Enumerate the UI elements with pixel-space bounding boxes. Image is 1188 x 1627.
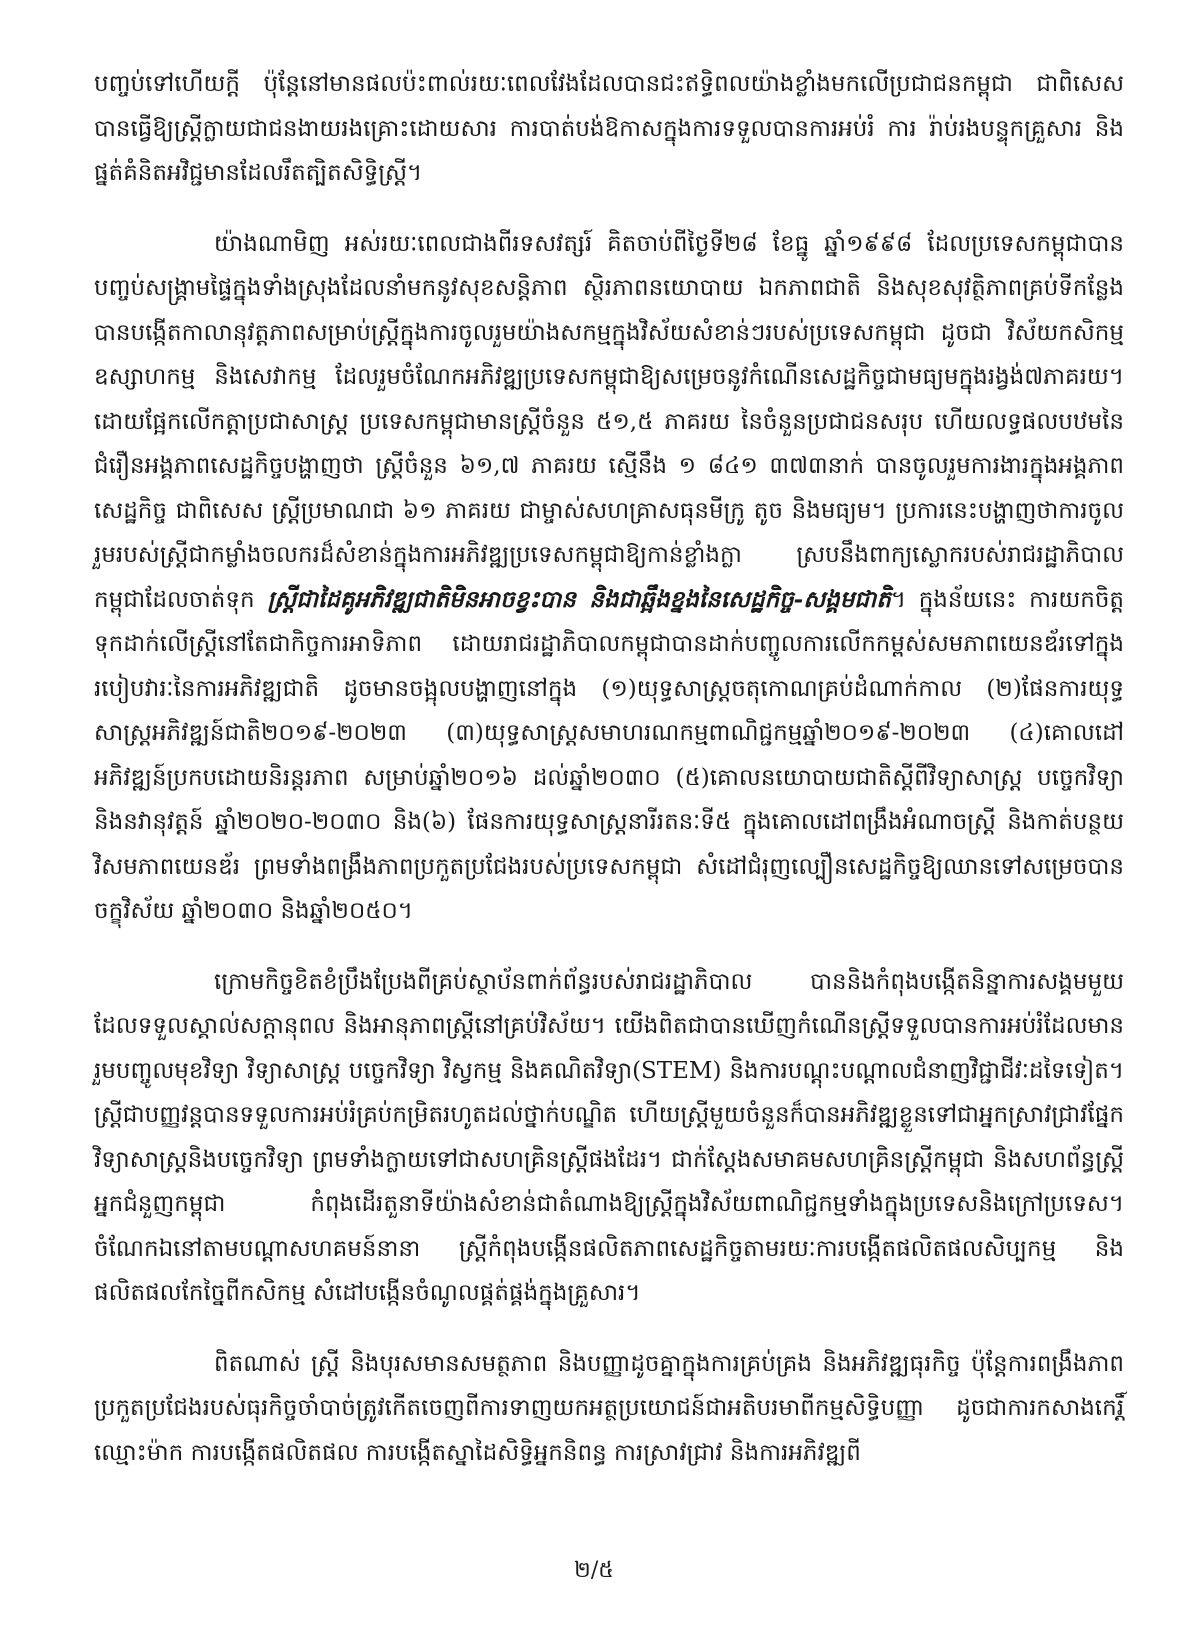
document-body	[94, 62, 1124, 1501]
paragraph-3: ក្រោមកិច្ចខិតខំប្រឹងប្រែងពីគ្រប់ស្ថាប័នពាក់ព័ន្ធរបស់រាជរដ្ឋាភិបាល បាននិងកំពុងបង្កើតនិន្នាការសង្គមមួយ ដែលទទួលស្គាល់សក្ដានុពល និងអានុភាពស្ត្រីនៅគ្រប់វិស័យ។ យើងពិតជាបានឃើញកំណើនស្ត្រីទទួលបានការអប់រំដែលមានរួមបញ្ចូលមុខវិទ្យា វិទ្យាសាស្ត្រ បច្ចេកវិទ្យា វិស្វកម្ម និងគណិតវិទ្យា(STEM) និងការបណ្ដុះបណ្ដាលជំនាញវិជ្ជាជីវៈដទៃទៀត។ ស្ត្រីជាបញ្ញវន្តបានទទួលការអប់រំគ្រប់កម្រិតរហូតដល់ថ្នាក់បណ្ឌិត ហើយស្ត្រីមួយចំនួនក៏បានអភិវឌ្ឍខ្លួនទៅជាអ្នកស្រាវជ្រាវផ្នែកវិទ្យាសាស្ត្រនិងបច្ចេកវិទ្យា ព្រមទាំងក្លាយទៅជាសហគ្រិនស្ត្រីផងដែរ។ ជាក់ស្ដែងសមាគមសហគ្រិនស្ត្រីកម្ពុជា និងសហព័ន្ធស្ត្រីអ្នកជំនួញកម្ពុជា កំពុងដើរតួនាទីយ៉ាងសំខាន់ជាតំណាងឱ្យស្ត្រីក្នុងវិស័យពាណិជ្ជកម្មទាំងក្នុងប្រទេសនិងក្រៅប្រទេស។ ចំណែកឯនៅតាមបណ្ដាសហគមន៍នានា ស្ត្រីកំពុងបង្កើនផលិតភាពសេដ្ឋកិច្ចតាមរយៈការបង្កើតផលិតផលសិប្បកម្ម និងផលិតផលកែច្នៃពីកសិកម្ម សំដៅបង្កើនចំណូលផ្គត់ផ្គង់ក្នុងគ្រួសារ។	[94, 968, 1124, 1306]
page-number: ២/៥	[574, 1558, 614, 1583]
paragraph-2-text-start: យ៉ាងណាមិញ អស់រយៈពេលជាងពីរទសវត្សរ៍ គិតចាប់ពីថ្ងៃទី២៨ ខែធ្នូ ឆ្នាំ១៩៩៨ ដែលប្រទេសកម្ពុជាបានបញ្ចប់សង្គ្រាមផ្ទៃក្នុងទាំងស្រុងដែលនាំមកនូវសុខសន្តិភាព ស្ថិរភាពនយោបាយ ឯកភាពជាតិ និងសុខសុវត្ថិភាពគ្រប់ទីកន្លែង បានបង្កើតកាលានុវត្តភាពសម្រាប់ស្ត្រីក្នុងការចូលរួមយ៉ាងសកម្មក្នុងវិស័យសំខាន់ៗរបស់ប្រទេសកម្ពុជា ដូចជា វិស័យកសិកម្ម ឧស្សាហកម្ម និងសេវាកម្ម ដែលរួមចំណែកអភិវឌ្ឍប្រទេសកម្ពុជាឱ្យសម្រេចនូវកំណើនសេដ្ឋកិច្ចជាមធ្យមក្នុងរង្វង់៧ភាគរយ។ ដោយផ្អែកលើកត្តាប្រជាសាស្ត្រ ប្រទេសកម្ពុជាមានស្ត្រីចំនួន ៥១,៥ ភាគរយ នៃចំនួនប្រជាជនសរុប ហើយលទ្ធផលបឋមនៃជំរឿនអង្គភាពសេដ្ឋកិច្ចបង្ហាញថា ស្ត្រីចំនួន ៦១,៧ ភាគរយ ស្មើនឹង ១ ៨៤១ ៣៧៣នាក់ បានចូលរួមការងារក្នុងអង្គភាពសេដ្ឋកិច្ច ជាពិសេស ស្ត្រីប្រមាណជា ៦១ ភាគរយ ជាម្ចាស់សហគ្រាសធុនមីក្រូ តូច និងមធ្យម។ ប្រការនេះបង្ហាញថាការចូលរួមរបស់ស្ត្រីជាកម្លាំងចលករដ៏សំខាន់ក្នុងការអភិវឌ្ឍប្រទេសកម្ពុជាឱ្យកាន់ខ្លាំងក្លា ស្របនឹងពាក្យស្លោករបស់រាជរដ្ឋាភិបាលកម្ពុជាដែលចាត់ទុក	[94, 230, 1124, 613]
paragraph-2-text-end: ។ ក្នុងន័យនេះ ការយកចិត្តទុកដាក់លើស្ត្រីនៅតែជាកិច្ចការអាទិភាព ដោយរាជរដ្ឋាភិបាលកម្ពុជាបានដាក់បញ្ចូលការលើកកម្ពស់សមភាពយេនឌ័រទៅក្នុងរបៀបវារៈនៃការអភិវឌ្ឍជាតិ ដូចមានចង្អុលបង្ហាញនៅក្នុង (១)យុទ្ធសាស្ត្រចតុកោណគ្រប់ដំណាក់កាល (២)ផែនការយុទ្ធសាស្ត្រអភិវឌ្ឍន៍ជាតិ២០១៩-២០២៣ (៣)យុទ្ធសាស្ត្រសមាហរណកម្មពាណិជ្ជកម្មឆ្នាំ២០១៩-២០២៣ (៤)គោលដៅអភិវឌ្ឍន៍ប្រកបដោយនិរន្តរភាព សម្រាប់ឆ្នាំ២០១៦ ដល់ឆ្នាំ២០៣០ (៥)គោលនយោបាយជាតិស្ដីពីវិទ្យាសាស្ត្រ បច្ចេកវិទ្យា និងនវានុវត្តន៍ ឆ្នាំ២០២០-២០៣០ និង(៦) ផែនការយុទ្ធសាស្ត្រនារីរតនៈទី៥ ក្នុងគោលដៅពង្រឹងអំណាចស្ត្រី និងកាត់បន្ថយវិសមភាពយេនឌ័រ ព្រមទាំងពង្រឹងភាពប្រកួតប្រជែងរបស់ប្រទេសកម្ពុជា សំដៅជំរុញល្បឿនសេដ្ឋកិច្ចឱ្យឈានទៅសម្រេចបានចក្ខុវិស័យ ឆ្នាំ២០៣០ និងឆ្នាំ២០៥០។	[94, 586, 1125, 924]
paragraph-2	[94, 222, 1124, 934]
paragraph-1: បញ្ចប់ទៅហើយក្ដី ប៉ុន្តែនៅមានផលប៉ះពាល់រយៈពេលវែងដែលបានជះឥទ្ធិពលយ៉ាងខ្លាំងមកលើប្រជាជនកម្ពុជា ជាពិសេសបានធ្វើឱ្យស្ត្រីក្លាយជាជនងាយរងគ្រោះដោយសារ ការបាត់បង់ឱកាសក្នុងការទទួលបានការអប់រំ ការ រ៉ាប់រងបន្ទុកគ្រួសារ និងផ្នត់គំនិតអវិជ្ជមានដែលរឹតត្បិតសិទ្ធិស្ត្រី។	[94, 71, 1124, 186]
slogan-emphasis: ស្ត្រីជាដៃគូអភិវឌ្ឍជាតិមិនអាចខ្វះបាន និងជាឆ្អឹងខ្នងនៃសេដ្ឋកិច្ច-សង្គមជាតិ	[267, 585, 891, 613]
paragraph-4: ពិតណាស់ ស្ត្រី និងបុរសមានសមត្ថភាព និងបញ្ញាដូចគ្នាក្នុងការគ្រប់គ្រង និងអភិវឌ្ឍធុរកិច្ច ប៉ុន្តែការពង្រឹងភាពប្រកួតប្រជែងរបស់ធុរកិច្ចចាំបាច់ត្រូវកើតចេញពីការទាញយកអត្ថប្រយោជន៍ជាអតិបរមាពីកម្មសិទ្ធិបញ្ញា ដូចជាការកសាងកេរ្តិ៍ឈ្មោះម៉ាក ការបង្កើតផលិតផល ការបង្កើតស្នាដៃសិទ្ធិអ្នកនិពន្ធ ការស្រាវជ្រាវ និងការអភិវឌ្ឍពី	[94, 1350, 1124, 1466]
